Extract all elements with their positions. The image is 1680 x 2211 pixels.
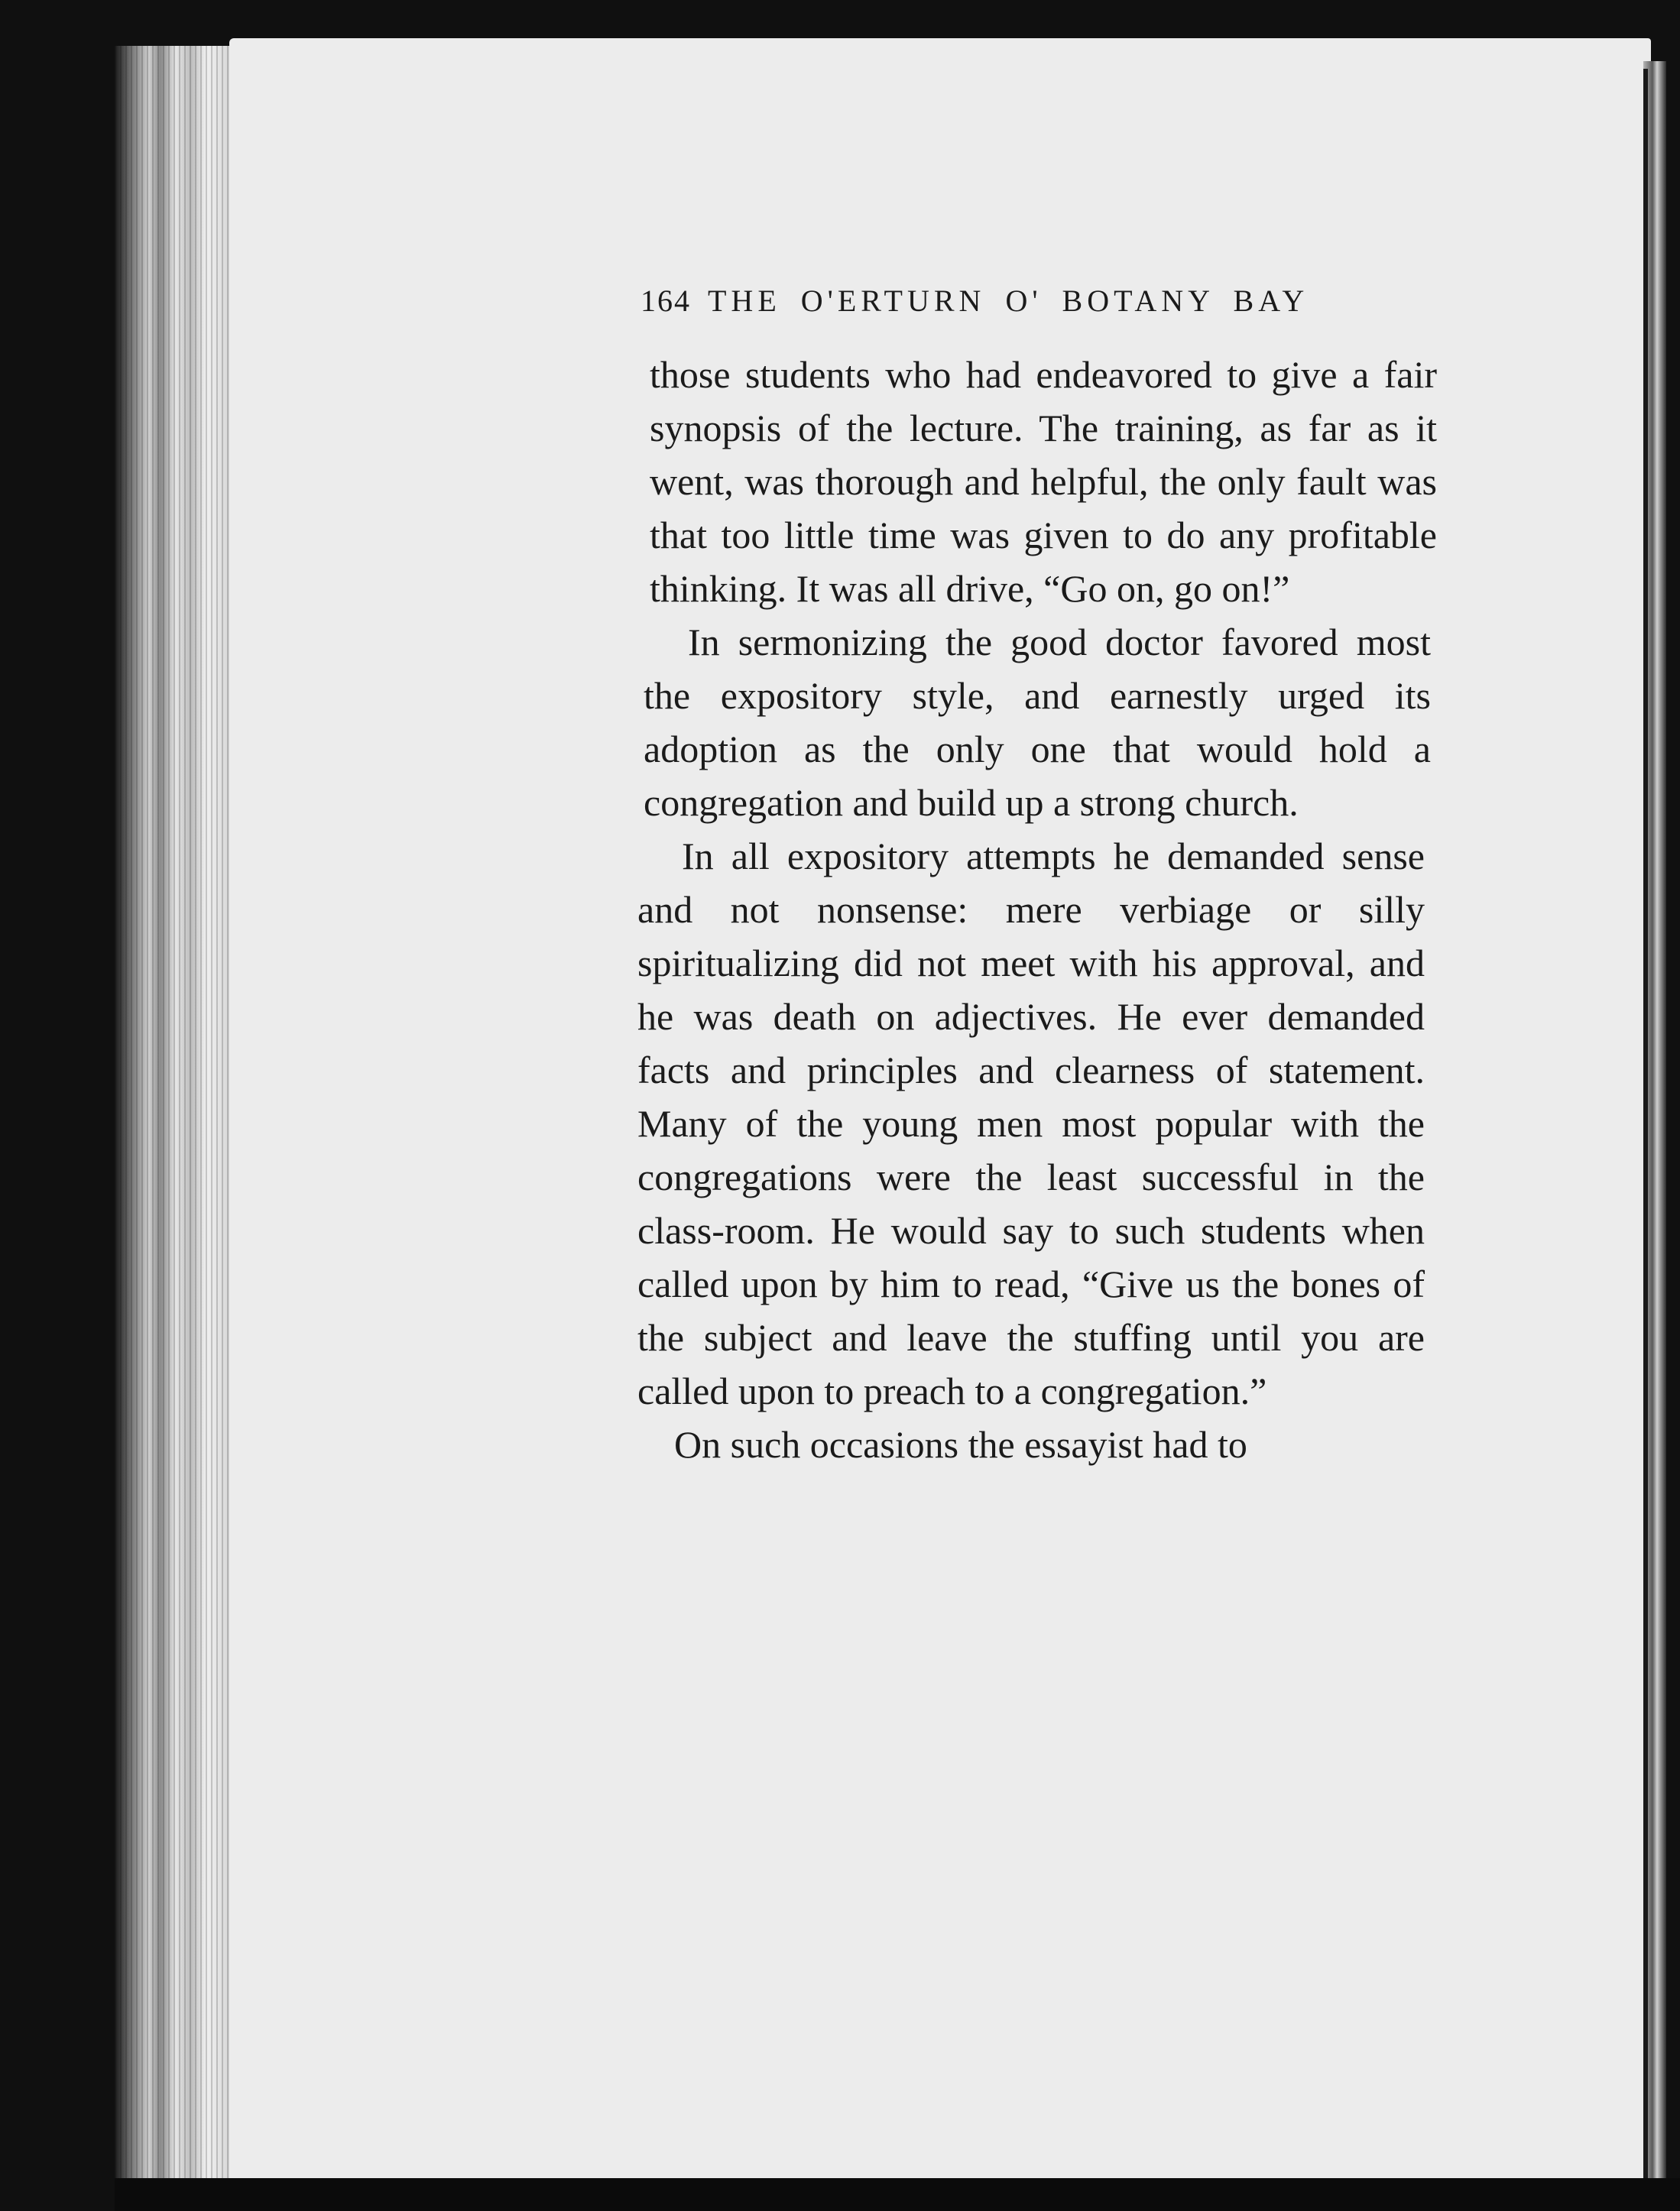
bottom-scan-border [115,2178,1680,2211]
page-text-block [627,283,1437,1471]
running-title: THE O'ERTURN O' BOTANY BAY [708,284,1309,318]
paragraph-2: In sermonizing the good doctor favored most the expository style, and earnestly urged its adoption as the only one that would hold a congregation and build up a strong church. [644,621,1431,824]
paragraph-4: On such occasions the essayist had to [674,1423,1247,1466]
right-page-shadow [1643,69,1648,2193]
page-edges-texture [115,46,229,2186]
paragraph-3: In all expository attempts he demanded sense and not nonsense: mere verbiage or silly spiritualizing did not meet with his approval, and he was death on adjectives. He ever demanded facts and principles and clearness of statement. Many of the young men most popular with the congregations were the least successful in the class-room. He would say to such students when called upon by him to read, “Give us the bones of the subject and leave the stuffing until you are called upon to preach to a congregation.” [637,835,1425,1412]
running-head [641,283,1437,319]
paragraph-1: those students who had endeavored to give a fair synopsis of the lecture. The training, as far as it went, was thorough and helpful, the only fault was that too little time was given to do any profitable thinking. It was all drive, “Go on, go on!” [650,353,1437,610]
page-number: 164 [641,284,691,318]
